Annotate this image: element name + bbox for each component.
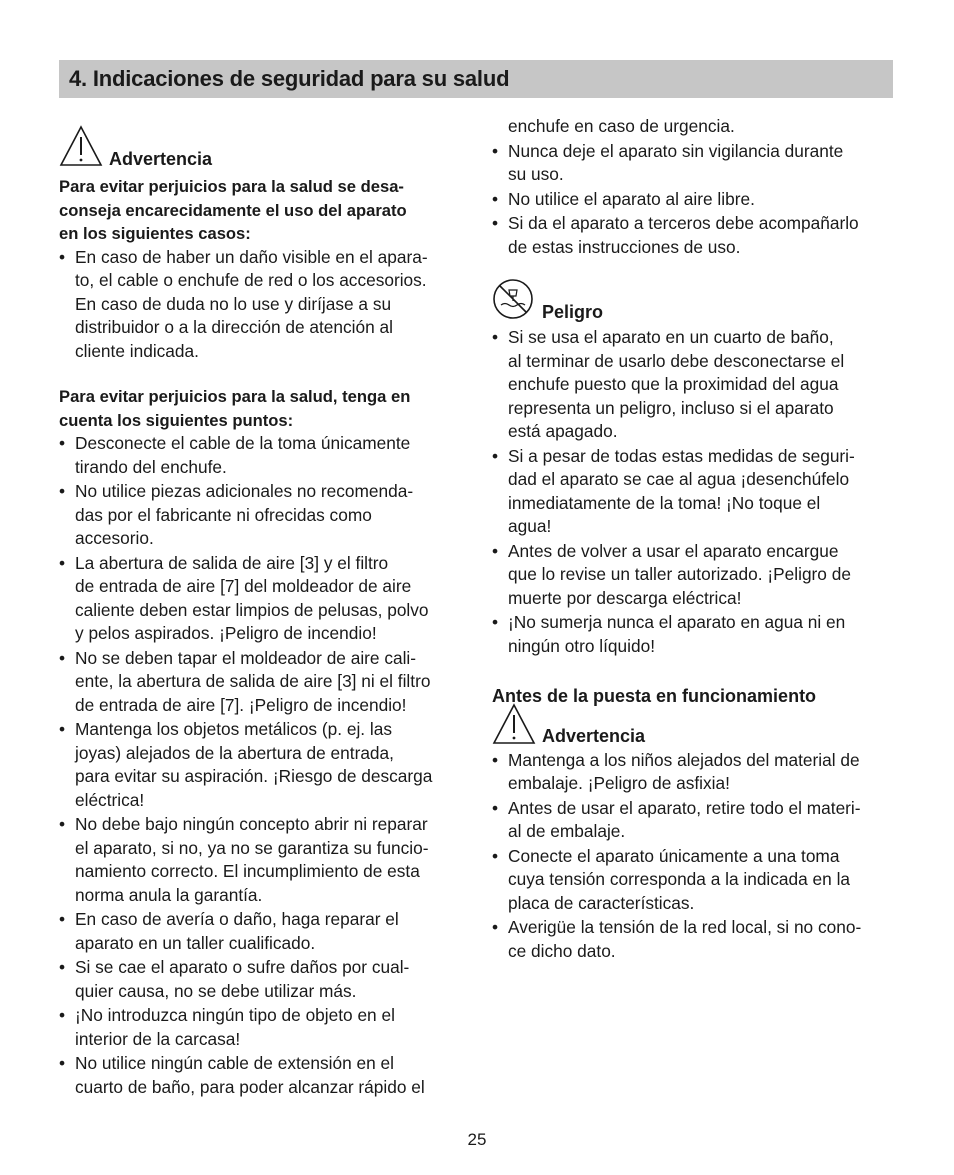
bullet: • [492, 188, 499, 209]
list-item [59, 718, 469, 812]
list-line: tirando del enchufe. [75, 456, 227, 477]
bullet: • [492, 612, 499, 632]
list-usage [492, 140, 897, 260]
list-line: No utilice piezas adicionales no recomenda- [75, 481, 414, 501]
intro-line: conseja encarecidamente el uso del aparato [59, 200, 407, 220]
intro-health-avoid [59, 175, 469, 246]
list-item [59, 1004, 469, 1051]
list-item [59, 480, 469, 551]
list-before-use [492, 749, 897, 964]
list-line: Si a pesar de todas estas medidas de seguri- [508, 445, 855, 466]
list-line: accesorio. [75, 528, 154, 548]
list-line: interior de la carcasa! [75, 1028, 241, 1049]
page-number: 25 [467, 1130, 487, 1149]
list-damage [59, 246, 469, 364]
list-item [59, 552, 469, 646]
danger-label: Peligro [542, 301, 604, 322]
bullet: • [492, 749, 499, 770]
list-line: Mantenga a los niños alejados del material de [508, 749, 860, 770]
list-line: quier causa, no se debe utilizar más. [75, 980, 357, 1001]
bullet: • [492, 797, 499, 818]
bullet: • [492, 445, 499, 466]
list-line: ¡No sumerja nunca el aparato en agua ni en [508, 612, 846, 632]
bullet: • [492, 140, 499, 161]
list-line: agua! [508, 516, 552, 536]
list-line: eléctrica! [75, 789, 145, 810]
list-line: En caso de duda no lo use y diríjase a su [75, 293, 392, 314]
list-line: to, el cable o enchufe de red o los accesorios. [75, 270, 427, 290]
list-line: Mantenga los objetos metálicos (p. ej. las [75, 719, 392, 739]
warning-label: Advertencia [542, 726, 646, 746]
list-line: joyas) alejados de la abertura de entrada, [75, 742, 394, 763]
list-item [492, 797, 897, 844]
list-line: No se deben tapar el moldeador de aire cali- [75, 647, 417, 668]
danger-heading [492, 290, 897, 320]
list-points [59, 432, 469, 1099]
list-item [492, 326, 897, 444]
list-line: enchufe puesto que la proximidad del agua [508, 374, 839, 394]
list-line: Si da el aparato a terceros debe acompañarlo [508, 213, 859, 233]
intro-line: en los siguientes casos: [59, 224, 251, 243]
section-title: 4. Indicaciones de seguridad para su salud [69, 66, 510, 91]
list-item [59, 246, 469, 364]
list-item [492, 916, 897, 963]
list-line: Conecte el aparato únicamente a una toma [508, 845, 840, 866]
bullet: • [59, 719, 66, 739]
intro-line: cuenta los siguientes puntos: [59, 410, 294, 430]
list-line: En caso de haber un daño visible en el apara- [75, 246, 428, 267]
list-line: norma anula la garantía. [75, 884, 263, 905]
list-line: caliente deben estar limpios de pelusas, polvo [75, 599, 429, 620]
left-column [59, 143, 469, 1100]
list-item [59, 432, 469, 479]
list-item [492, 611, 897, 658]
bullet: • [59, 647, 66, 668]
list-item [492, 140, 897, 187]
warning-triangle-icon [59, 125, 103, 167]
bullet: • [59, 246, 66, 267]
list-line: das por el fabricante ni ofrecidas como [75, 504, 372, 525]
list-line: distribuidor o a la dirección de atención al [75, 317, 393, 337]
list-line: representa un peligro, incluso si el aparato [508, 397, 834, 418]
bullet: • [59, 909, 66, 929]
warning-heading [492, 715, 897, 745]
section-header [59, 60, 893, 98]
list-line: de estas instrucciones de uso. [508, 236, 741, 257]
list-line: su uso. [508, 164, 564, 184]
bullet: • [59, 481, 66, 501]
list-item [59, 813, 469, 907]
no-water-icon [492, 278, 534, 320]
list-line: está apagado. [508, 421, 618, 441]
list-line: aparato en un taller cualificado. [75, 932, 316, 953]
right-column [492, 115, 897, 964]
continued-text: enchufe en caso de urgencia. [508, 116, 735, 136]
list-line: No utilice ningún cable de extensión en el [75, 1053, 394, 1073]
intro-line: Para evitar perjuicios para la salud se desa- [59, 177, 404, 196]
list-item [492, 188, 897, 212]
list-line: para evitar su aspiración. ¡Riesgo de descarga [75, 766, 433, 786]
list-line: ce dicho dato. [508, 940, 616, 961]
list-line: Desconecte el cable de la toma únicamente [75, 433, 411, 453]
intro-line: Para evitar perjuicios para la salud, tenga en [59, 387, 411, 406]
list-item [492, 845, 897, 916]
bullet: • [492, 917, 499, 937]
list-item [492, 749, 897, 796]
bullet: • [59, 552, 66, 573]
list-line: No debe bajo ningún concepto abrir ni reparar [75, 814, 428, 834]
list-line: namiento correcto. El incumplimiento de esta [75, 861, 420, 881]
bullet: • [59, 1005, 66, 1025]
bullet: • [492, 540, 499, 561]
list-item [59, 1052, 469, 1099]
list-line: En caso de avería o daño, haga reparar el [75, 909, 399, 929]
warning-triangle-icon [492, 703, 536, 745]
list-line: Si se usa el aparato en un cuarto de baño, [508, 327, 834, 347]
list-item [492, 540, 897, 611]
list-line: embalaje. ¡Peligro de asfixia! [508, 773, 730, 793]
list-item [492, 212, 897, 259]
list-line: dad el aparato se cae al agua ¡desenchúfelo [508, 469, 850, 489]
list-line: inmediatamente de la toma! ¡No toque el [508, 492, 821, 513]
list-line: cuarto de baño, para poder alcanzar rápido el [75, 1076, 425, 1097]
bullet: • [59, 1053, 66, 1073]
list-item [492, 445, 897, 539]
list-line: ente, la abertura de salida de aire [3] ni el filtro [75, 671, 431, 691]
list-line: cliente indicada. [75, 340, 199, 361]
list-line: de entrada de aire [7] del moldeador de aire [75, 576, 412, 596]
list-line: No utilice el aparato al aire libre. [508, 188, 755, 209]
list-line: al terminar de usarlo debe desconectarse el [508, 350, 845, 371]
list-item [59, 647, 469, 718]
list-line: al de embalaje. [508, 821, 626, 841]
bullet: • [59, 814, 66, 834]
list-line: ningún otro líquido! [508, 635, 656, 656]
warning-heading [59, 143, 469, 169]
intro-health-points [59, 385, 469, 432]
list-line: y pelos aspirados. ¡Peligro de incendio! [75, 623, 377, 643]
list-line: Averigüe la tensión de la red local, si no cono- [508, 917, 862, 937]
bullet: • [59, 433, 66, 453]
list-item [59, 908, 469, 955]
bullet: • [492, 845, 499, 866]
warning-label: Advertencia [109, 148, 213, 169]
list-line: cuya tensión corresponda a la indicada en la [508, 869, 851, 889]
bullet: • [492, 213, 499, 233]
list-line: el aparato, si no, ya no se garantiza su funcio- [75, 837, 429, 858]
bullet: • [59, 957, 66, 977]
list-line: muerte por descarga eléctrica! [508, 587, 742, 608]
list-line: ¡No introduzca ningún tipo de objeto en el [75, 1005, 395, 1025]
list-item [59, 956, 469, 1003]
list-line: La abertura de salida de aire [3] y el filtro [75, 552, 389, 573]
list-line: que lo revise un taller autorizado. ¡Peligro de [508, 564, 851, 584]
list-line: Antes de volver a usar el aparato encargue [508, 540, 839, 561]
subsection-title: Antes de la puesta en funcionamiento [492, 686, 817, 706]
list-line: Si se cae el aparato o sufre daños por cual- [75, 957, 410, 977]
list-line: de entrada de aire [7]. ¡Peligro de incendio! [75, 694, 407, 715]
list-line: Antes de usar el aparato, retire todo el materi- [508, 797, 861, 818]
list-line: placa de características. [508, 892, 695, 913]
bullet: • [492, 327, 499, 347]
list-line: Nunca deje el aparato sin vigilancia durante [508, 140, 844, 161]
list-danger [492, 326, 897, 658]
